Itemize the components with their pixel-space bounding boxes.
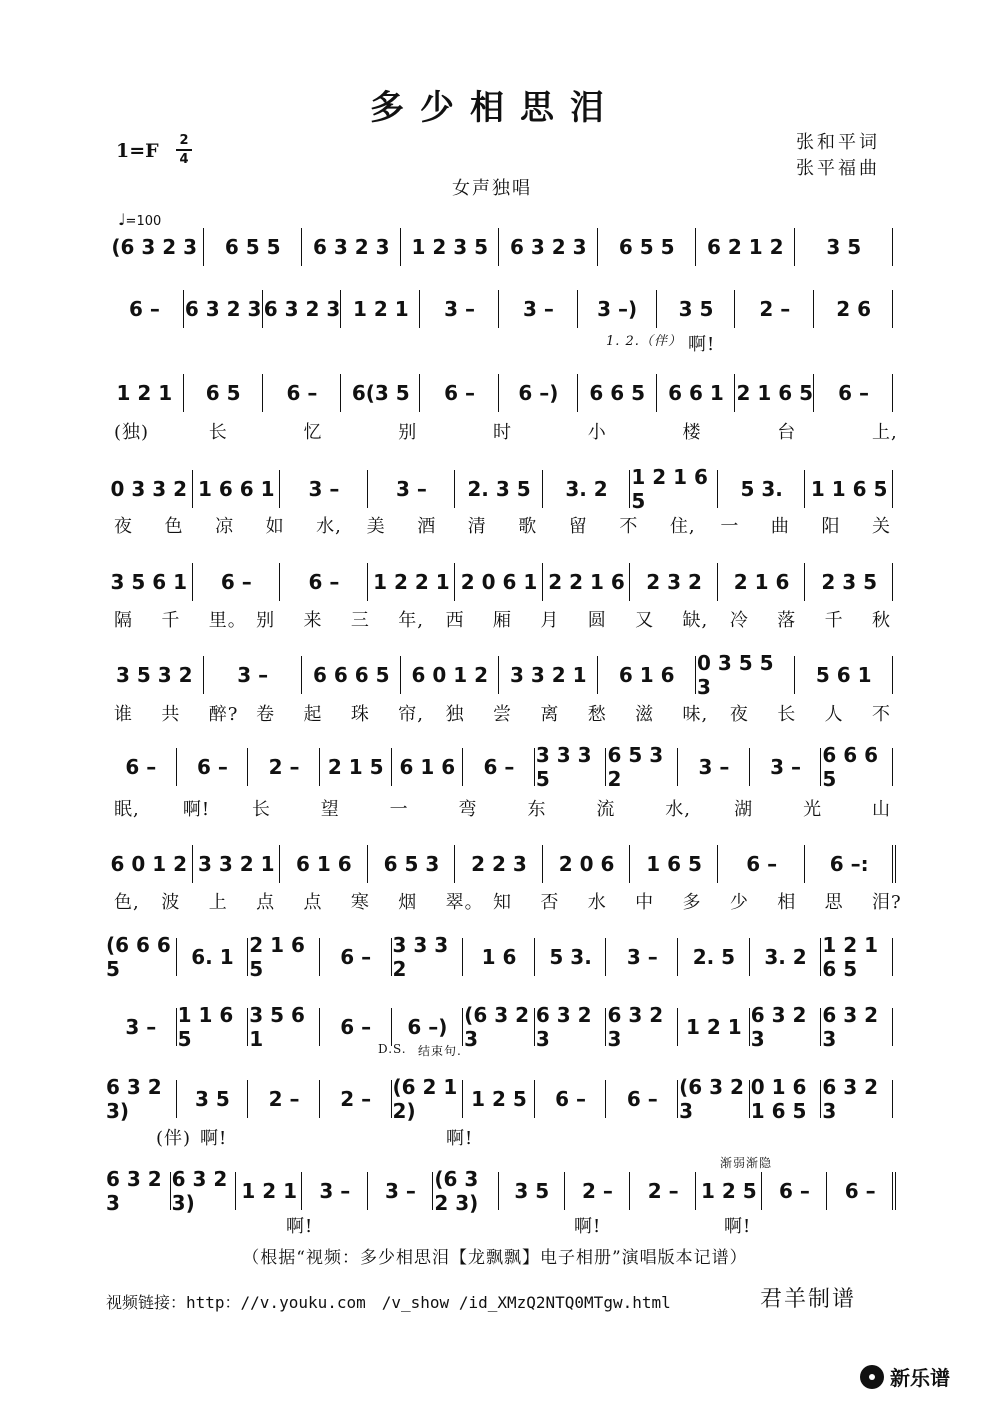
lyric-syllable: 啊! [200, 1128, 228, 1149]
measure: 6 6 6 5 [822, 748, 893, 786]
lyric-syllable: 帘, [398, 704, 424, 725]
measure: 3 3 3 5 [536, 748, 607, 786]
measure: 1 2 1 [237, 1172, 302, 1210]
measure: 3 –) [579, 290, 657, 328]
measure: 6 3 2 3 [607, 1008, 678, 1046]
lyric-syllable: 卷 [256, 704, 276, 725]
measure: 6 6 5 [579, 374, 657, 412]
lyric-syllable: 一 [389, 799, 409, 820]
lyric-syllable: 相 [777, 892, 797, 913]
measure: 6 –: [806, 845, 896, 883]
measure: 3 – [369, 470, 456, 508]
score-line [106, 743, 894, 791]
lyric-line [106, 1042, 894, 1066]
measure: 6 3 2 3) [172, 1172, 237, 1210]
measure: 3 5 6 1 [106, 563, 193, 601]
measure: 6 6 6 5 [303, 656, 401, 694]
measure: (6 3 2 3 [106, 228, 204, 266]
lyric-syllable: 人 [824, 704, 844, 725]
measure: 2. 3 5 [456, 470, 543, 508]
measure: 6 3 2 3 [303, 228, 401, 266]
measure: 3 – [205, 656, 303, 694]
measure: 6 – [815, 374, 893, 412]
lyric-syllable: 厢 [493, 610, 512, 631]
measure: 6 5 3 [369, 845, 456, 883]
lyric-syllable: 长 [208, 422, 228, 443]
lyric-syllable: 啊! [286, 1216, 314, 1237]
tempo-marking [118, 210, 161, 229]
lyric-syllable: 眠, [114, 799, 140, 820]
lyric-syllable: 中 [635, 892, 655, 913]
measure: 6 1 6 [393, 748, 464, 786]
lyric-line [106, 330, 894, 354]
lyric-syllable: 曲 [770, 516, 790, 537]
time-signature-bottom: 4 [179, 152, 189, 167]
lyric-syllable: 泪? [872, 892, 902, 913]
measure: 6 – [536, 1080, 607, 1118]
measure: 6. 1 [178, 938, 249, 976]
measure: 5 6 1 [796, 656, 894, 694]
lyric-syllable: 三 [350, 610, 370, 631]
lyric-syllable: 如 [265, 516, 285, 537]
measure: 3 – [607, 938, 678, 976]
lyric-syllable: 不 [872, 704, 891, 725]
measure: 3 – [369, 1172, 434, 1210]
measure: 6 – [719, 845, 806, 883]
measure: 5 3. [536, 938, 607, 976]
lyric-syllable: 夜 [729, 704, 749, 725]
transcriber-signature: 君羊制谱 [760, 1287, 857, 1312]
measure: 6 3 2 3 [264, 290, 342, 328]
measure: 6 1 6 [599, 656, 697, 694]
record-disc-icon [860, 1365, 884, 1389]
lyric-syllable: 水 [587, 892, 607, 913]
key-signature: 1=F [116, 140, 159, 162]
lyric-syllable: 多 [682, 892, 702, 913]
measure: 1 2 1 [342, 290, 420, 328]
lyric-syllable: 一 [720, 516, 740, 537]
measure: 3 – [303, 1172, 368, 1210]
lyric-syllable: 波 [161, 892, 181, 913]
measure: 6 – [421, 374, 499, 412]
measure: 0 1 6 1 6 5 [751, 1080, 822, 1118]
lyric-syllable: 1. 2.（伴） [606, 334, 682, 349]
lyric-syllable: 点 [256, 892, 276, 913]
measure: 6 – [763, 1172, 828, 1210]
measure: 1 2 2 1 [369, 563, 456, 601]
measure: 6 3 2 3 [822, 1080, 893, 1118]
measure: 6 1 6 [281, 845, 368, 883]
lyric-syllable: 尝 [493, 704, 512, 725]
lyric-syllable: 啊! [446, 1128, 474, 1149]
lyric-syllable: 来 [303, 610, 323, 631]
measure: 2 1 5 [321, 748, 392, 786]
lyric-syllable: 忆 [303, 422, 323, 443]
measure: (6 6 6 5 [106, 938, 177, 976]
site-logo [860, 1362, 950, 1391]
score-line [106, 1167, 894, 1215]
lyric-syllable: 冷 [729, 610, 749, 631]
lyricist-credit: 张和平词 [796, 132, 880, 153]
lyric-syllable: 共 [161, 704, 181, 725]
lyric-syllable: 秋 [872, 610, 891, 631]
lyric-syllable: 里。 [208, 610, 247, 631]
lyric-syllable: 弯 [458, 799, 478, 820]
measure: 6 – [281, 563, 368, 601]
lyric-syllable: 夜 [114, 516, 133, 537]
lyric-syllable: 流 [596, 799, 616, 820]
score-line [106, 290, 894, 330]
measure: 6 –) [500, 374, 578, 412]
score-line [106, 374, 894, 414]
tempo-value: =100 [125, 214, 162, 229]
lyric-line [106, 1124, 894, 1148]
time-signature [176, 133, 192, 167]
lyric-syllable: 千 [824, 610, 844, 631]
measure: 3 5 [658, 290, 736, 328]
lyric-syllable: 啊! [724, 1216, 752, 1237]
measure: 1 2 5 [464, 1080, 535, 1118]
lyric-syllable: 谁 [114, 704, 133, 725]
measure: 2 – [249, 1080, 320, 1118]
lyric-syllable: 湖 [734, 799, 754, 820]
measure: 2 0 6 [544, 845, 631, 883]
lyric-syllable: 色 [164, 516, 184, 537]
measure: 1 2 1 [679, 1008, 750, 1046]
measure: (6 3 2 3) [434, 1172, 499, 1210]
lyric-syllable: 知 [493, 892, 512, 913]
lyric-syllable: 结束句. [418, 1044, 462, 1058]
measure: 3 – [679, 748, 750, 786]
measure: 1 1 6 5 [178, 1008, 249, 1046]
measure: 6 – [194, 563, 281, 601]
measure: 6 2 1 2 [697, 228, 795, 266]
measure: 6 –) [393, 1008, 464, 1046]
score-line [106, 1075, 894, 1123]
lyric-line [106, 418, 898, 443]
video-link[interactable]: 视频链接：http：//v.youku.com /v_show /id_XMzQ2NTQ0MTgw.html [106, 1293, 671, 1312]
lyric-syllable: 少 [729, 892, 749, 913]
lyric-syllable: 歌 [518, 516, 538, 537]
measure: 3. 2 [751, 938, 822, 976]
measure: 6 3 2 3 [751, 1008, 822, 1046]
composer-credit: 张平福曲 [796, 158, 880, 179]
measure: 6 3 2 3 [822, 1008, 893, 1046]
measure: 2 1 6 5 [736, 374, 814, 412]
lyric-syllable: (独) [114, 422, 150, 443]
lyric-line [106, 700, 894, 724]
measure: 2 2 3 [456, 845, 543, 883]
lyric-line [106, 512, 894, 536]
lyric-syllable: D.S. [378, 1042, 407, 1056]
measure: 6 3 2 3 [536, 1008, 607, 1046]
score-line [106, 933, 894, 981]
lyric-syllable: 酒 [417, 516, 437, 537]
lyric-syllable: 起 [303, 704, 323, 725]
lyric-syllable: 色, [114, 892, 140, 913]
score-line [106, 563, 894, 603]
lyric-syllable: 独 [445, 704, 465, 725]
lyric-syllable: 清 [467, 516, 487, 537]
lyric-syllable: 月 [540, 610, 560, 631]
lyric-syllable: 思 [824, 892, 844, 913]
lyric-syllable: 烟 [398, 892, 418, 913]
lyric-syllable: 落 [777, 610, 797, 631]
measure: 5 3. [719, 470, 806, 508]
lyric-line [106, 606, 894, 630]
measure: 2 – [566, 1172, 631, 1210]
lyric-syllable: 美 [366, 516, 386, 537]
measure: 6 0 1 2 [402, 656, 500, 694]
measure: 3 – [751, 748, 822, 786]
lyric-syllable: 东 [527, 799, 547, 820]
lyric-syllable: 又 [635, 610, 655, 631]
lyric-syllable: 楼 [682, 422, 702, 443]
measure: 2 – [249, 748, 320, 786]
measure: 3 5 [500, 1172, 565, 1210]
measure: 6 – [178, 748, 249, 786]
lyric-syllable: 长 [251, 799, 271, 820]
lyric-syllable: 水, [665, 799, 691, 820]
measure: 1 6 6 1 [194, 470, 281, 508]
measure: 6 – [607, 1080, 678, 1118]
lyric-syllable: 住, [669, 516, 696, 537]
lyric-syllable: 别 [398, 422, 418, 443]
lyric-syllable: 缺, [682, 610, 709, 631]
lyric-syllable: 啊! [574, 1216, 602, 1237]
measure: 2. 5 [679, 938, 750, 976]
lyric-syllable: 关 [872, 516, 891, 537]
lyric-syllable: 翠。 [445, 892, 484, 913]
lyric-syllable: 光 [803, 799, 823, 820]
lyric-syllable: 渐弱渐隐 [720, 1156, 773, 1170]
measure: 6 3 2 3) [106, 1080, 177, 1118]
lyric-syllable: 千 [161, 610, 181, 631]
measure: 3 3 3 2 [393, 938, 464, 976]
measure: 3 5 [178, 1080, 249, 1118]
lyric-line [106, 795, 894, 819]
measure: 6 3 2 3 [500, 228, 598, 266]
lyric-syllable: 味, [682, 704, 709, 725]
score-line [106, 228, 894, 268]
lyric-syllable: 啊! [688, 334, 716, 355]
measure: (6 3 2 3 [679, 1080, 750, 1118]
lyric-syllable: 上 [208, 892, 228, 913]
measure: 6 5 3 2 [607, 748, 678, 786]
lyric-syllable: 上, [872, 422, 898, 443]
measure: 6 5 [185, 374, 263, 412]
measure: 3 3 2 1 [500, 656, 598, 694]
lyric-syllable: 台 [777, 422, 797, 443]
measure: 6 6 1 [658, 374, 736, 412]
lyric-syllable: 小 [587, 422, 607, 443]
measure: 2 2 1 6 [544, 563, 631, 601]
measure: 6 5 5 [599, 228, 697, 266]
lyric-syllable: 水, [316, 516, 342, 537]
lyric-syllable: 阳 [821, 516, 841, 537]
measure: 3 – [281, 470, 368, 508]
lyric-syllable: 别 [256, 610, 276, 631]
measure: 6 – [264, 374, 342, 412]
measure: 3 – [421, 290, 499, 328]
measure: 1 6 5 [631, 845, 718, 883]
lyric-syllable: 时 [493, 422, 512, 443]
lyric-syllable: 留 [568, 516, 588, 537]
lyric-syllable: (伴) [156, 1128, 192, 1149]
quarter-note-icon: ♩ [118, 210, 126, 229]
measure: 6 5 5 [205, 228, 303, 266]
lyric-syllable: 不 [619, 516, 639, 537]
measure: 3 – [106, 1008, 177, 1046]
measure: 2 3 2 [631, 563, 718, 601]
measure: (6 3 2 3 [464, 1008, 535, 1046]
lyric-syllable: 滋 [635, 704, 655, 725]
measure: 6 – [828, 1172, 896, 1210]
measure: 3. 2 [544, 470, 631, 508]
measure: 1 2 1 6 5 [631, 470, 718, 508]
score-line [106, 465, 894, 513]
measure: 2 – [631, 1172, 696, 1210]
measure: 1 2 1 [106, 374, 184, 412]
song-title: 多少相思泪 [370, 88, 620, 128]
lyric-syllable: 年, [398, 610, 424, 631]
lyric-syllable: 否 [540, 892, 560, 913]
measure: 2 – [321, 1080, 392, 1118]
measure: 2 – [736, 290, 814, 328]
lyric-syllable: 隔 [114, 610, 133, 631]
measure: 3 3 2 1 [194, 845, 281, 883]
measure: 6 3 2 3 [106, 1172, 171, 1210]
lyric-syllable: 寒 [350, 892, 370, 913]
measure: 0 3 5 5 3 [697, 656, 795, 694]
lyric-syllable: 凉 [215, 516, 235, 537]
measure: 1 6 [464, 938, 535, 976]
measure: 2 0 6 1 [456, 563, 543, 601]
measure: 3 5 3 2 [106, 656, 204, 694]
measure: 6(3 5 [342, 374, 420, 412]
footer-note: （根据“视频：多少相思泪【龙飘飘】电子相册”演唱版本记谱） [242, 1248, 748, 1268]
measure: 6 0 1 2 [106, 845, 193, 883]
measure: (6 2 1 2) [393, 1080, 464, 1118]
measure: 1 2 5 [697, 1172, 762, 1210]
lyric-syllable: 啊! [182, 799, 211, 820]
lyric-line [106, 888, 902, 913]
measure: 2 1 6 [719, 563, 806, 601]
measure: 1 1 6 5 [806, 470, 893, 508]
lyric-syllable: 山 [872, 799, 891, 820]
measure: 6 – [321, 938, 392, 976]
measure: 6 – [464, 748, 535, 786]
lyric-syllable: 离 [540, 704, 560, 725]
measure: 3 – [500, 290, 578, 328]
lyric-syllable: 珠 [350, 704, 370, 725]
score-line [106, 651, 894, 699]
voice-type: 女声独唱 [452, 178, 532, 199]
lyric-syllable: 望 [320, 799, 340, 820]
measure: 1 2 1 6 5 [822, 938, 893, 976]
score-line [106, 845, 894, 885]
lyric-syllable: 点 [303, 892, 323, 913]
measure: 2 1 6 5 [249, 938, 320, 976]
measure: 2 6 [815, 290, 893, 328]
lyric-syllable: 愁 [587, 704, 607, 725]
time-signature-top: 2 [179, 133, 189, 148]
measure: 6 – [321, 1008, 392, 1046]
measure: 3 5 [796, 228, 894, 266]
lyric-syllable: 长 [777, 704, 797, 725]
lyric-syllable: 西 [445, 610, 465, 631]
measure: 6 3 2 3 [185, 290, 263, 328]
measure: 0 3 3 2 [106, 470, 193, 508]
measure: 2 3 5 [806, 563, 893, 601]
measure: 3 5 6 1 [249, 1008, 320, 1046]
lyric-syllable: 醉? [208, 704, 239, 725]
measure: 1 2 3 5 [402, 228, 500, 266]
logo-text: 新乐谱 [890, 1366, 950, 1390]
measure: 6 – [106, 290, 184, 328]
measure: 6 – [106, 748, 177, 786]
lyric-syllable: 圆 [587, 610, 607, 631]
